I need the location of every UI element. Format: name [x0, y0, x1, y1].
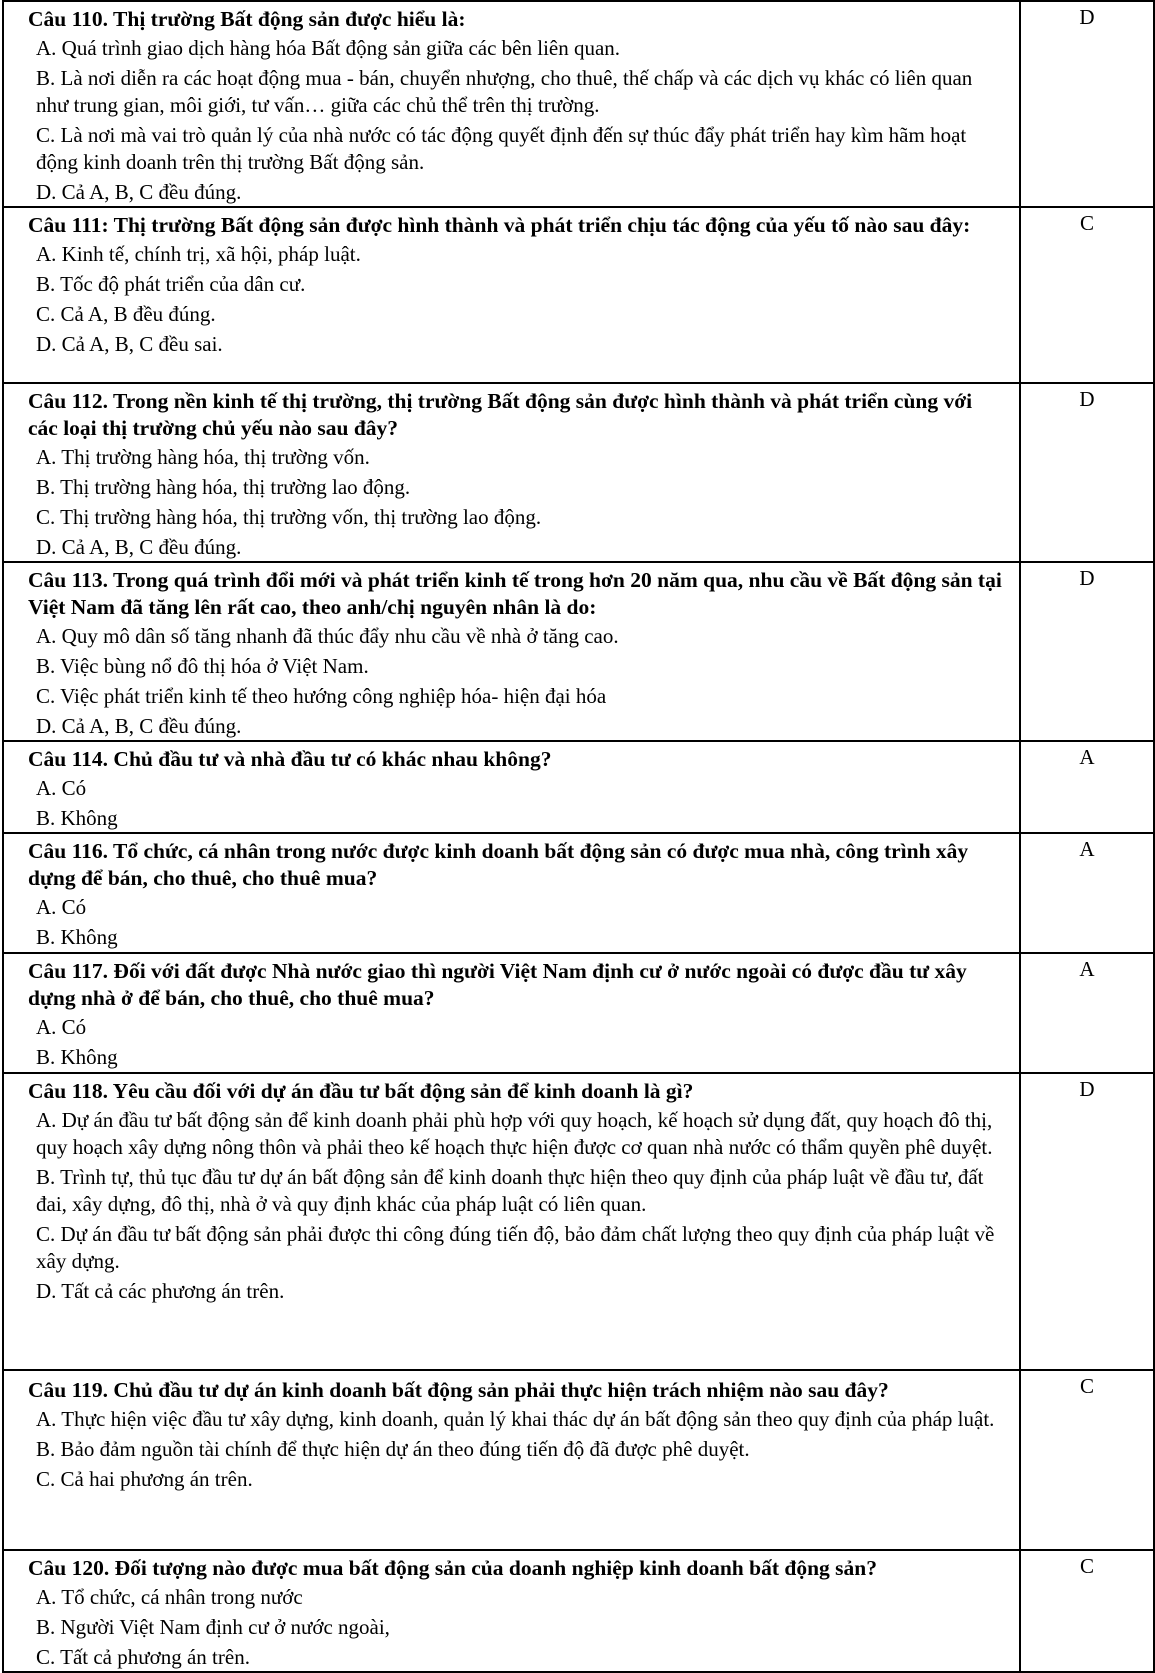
question-row [3, 953, 1154, 1073]
question-row [3, 1, 1154, 207]
option-b: B. Không [36, 925, 118, 949]
question-cell [3, 741, 1020, 833]
question-row [3, 383, 1154, 562]
option-a: A. Kinh tế, chính trị, xã hội, pháp luật. [36, 242, 361, 266]
answer-cell [1020, 953, 1154, 1073]
question-row [3, 741, 1154, 833]
answer-cell [1020, 383, 1154, 562]
answer-key: A [1079, 745, 1095, 769]
option-c: C. Cả A, B đều đúng. [36, 302, 216, 326]
option-a: A. Quá trình giao dịch hàng hóa Bất động sản giữa các bên liên quan. [36, 36, 621, 60]
answer-key: D [1079, 566, 1095, 590]
option-b: B. Bảo đảm nguồn tài chính để thực hiện dự án theo đúng tiến độ đã được phê duyệt. [36, 1437, 750, 1461]
option-b: B. Trình tự, thủ tục đầu tư dự án bất động sản để kinh doanh thực hiện theo quy định của pháp luật về đầu tư, đất đai, xây dựng, đô thị, nhà ở và quy định khác của pháp luật có liên quan. [36, 1165, 984, 1216]
answer-cell [1020, 1370, 1154, 1550]
question-row [3, 1370, 1154, 1550]
question-title: Câu 110. Thị trường Bất động sản được hiểu là: [28, 7, 466, 31]
question-title: Câu 111: Thị trường Bất động sản được hình thành và phát triển chịu tác động của yếu tố nào sau đây: [28, 213, 971, 237]
answer-cell [1020, 741, 1154, 833]
question-title: Câu 117. Đối với đất được Nhà nước giao thì người Việt Nam định cư ở nước ngoài có được đầu tư xây dựng nhà ở để bán, cho thuê, cho thuê mua? [28, 959, 967, 1010]
option-d: D. Cả A, B, C đều đúng. [36, 714, 242, 738]
option-c: C. Cả hai phương án trên. [36, 1467, 253, 1491]
answer-cell [1020, 1073, 1154, 1370]
option-d: D. Cả A, B, C đều đúng. [36, 535, 242, 559]
question-row [3, 1073, 1154, 1370]
answer-cell [1020, 207, 1154, 383]
question-row [3, 207, 1154, 383]
question-title: Câu 116. Tổ chức, cá nhân trong nước được kinh doanh bất động sản có được mua nhà, công trình xây dựng để bán, cho thuê, cho thuê mua? [28, 839, 969, 890]
question-cell [3, 383, 1020, 562]
question-cell [3, 207, 1020, 383]
question-cell [3, 1, 1020, 207]
question-row [3, 833, 1154, 953]
option-c: C. Dự án đầu tư bất động sản phải được thi công đúng tiến độ, bảo đảm chất lượng theo quy định của pháp luật về xây dựng. [36, 1222, 995, 1273]
option-a: A. Quy mô dân số tăng nhanh đã thúc đẩy nhu cầu về nhà ở tăng cao. [36, 624, 619, 648]
question-cell [3, 833, 1020, 953]
question-title: Câu 120. Đối tượng nào được mua bất động sản của doanh nghiệp kinh doanh bất động sản? [28, 1556, 877, 1580]
question-cell [3, 1370, 1020, 1550]
answer-cell [1020, 1550, 1154, 1672]
question-cell [3, 562, 1020, 741]
option-b: B. Không [36, 1045, 118, 1069]
option-a: A. Tổ chức, cá nhân trong nước [36, 1585, 303, 1609]
option-c: C. Thị trường hàng hóa, thị trường vốn, thị trường lao động. [36, 505, 542, 529]
answer-cell [1020, 833, 1154, 953]
option-a: A. Có [36, 895, 87, 919]
answer-cell [1020, 562, 1154, 741]
option-b: B. Thị trường hàng hóa, thị trường lao động. [36, 475, 411, 499]
option-b: B. Việc bùng nổ đô thị hóa ở Việt Nam. [36, 654, 369, 678]
option-b: B. Tốc độ phát triển của dân cư. [36, 272, 306, 296]
question-row [3, 1550, 1154, 1672]
option-c: C. Là nơi mà vai trò quản lý của nhà nước có tác động quyết định đến sự thúc đẩy phát triển hay kìm hãm hoạt động kinh doanh trên thị trường Bất động sản. [36, 123, 967, 174]
option-d: D. Cả A, B, C đều đúng. [36, 180, 242, 204]
option-b: B. Không [36, 806, 118, 830]
question-title: Câu 118. Yêu cầu đối với dự án đầu tư bất động sản để kinh doanh là gì? [28, 1079, 694, 1103]
option-c: C. Việc phát triển kinh tế theo hướng công nghiệp hóa- hiện đại hóa [36, 684, 607, 708]
option-c: C. Tất cả phương án trên. [36, 1645, 250, 1669]
answer-key: A [1079, 837, 1095, 861]
answer-cell [1020, 1, 1154, 207]
question-cell [3, 1550, 1020, 1672]
option-b: B. Là nơi diễn ra các hoạt động mua - bán, chuyển nhượng, cho thuê, thế chấp và các dịch vụ khác có liên quan như trung gian, môi giới, tư vấn… giữa các chủ thể trên thị trường. [36, 66, 973, 117]
option-b: B. Người Việt Nam định cư ở nước ngoài, [36, 1615, 390, 1639]
option-a: A. Có [36, 1015, 87, 1039]
question-cell [3, 953, 1020, 1073]
option-d: D. Tất cả các phương án trên. [36, 1279, 285, 1303]
answer-key: D [1079, 5, 1095, 29]
question-title: Câu 119. Chủ đầu tư dự án kinh doanh bất động sản phải thực hiện trách nhiệm nào sau đây? [28, 1378, 889, 1402]
option-a: A. Thị trường hàng hóa, thị trường vốn. [36, 445, 370, 469]
question-title: Câu 114. Chủ đầu tư và nhà đầu tư có khác nhau không? [28, 747, 552, 771]
answer-key: C [1079, 1374, 1094, 1398]
answer-key: D [1079, 387, 1095, 411]
question-table [2, 0, 1155, 1673]
option-d: D. Cả A, B, C đều sai. [36, 332, 223, 356]
option-a: A. Thực hiện việc đầu tư xây dựng, kinh doanh, quản lý khai thác dự án bất động sản theo quy định của pháp luật. [36, 1407, 995, 1431]
question-cell [3, 1073, 1020, 1370]
answer-key: C [1079, 1554, 1094, 1578]
question-title: Câu 112. Trong nền kinh tế thị trường, thị trường Bất động sản được hình thành và phát triển cùng với các loại thị trường chủ yếu nào sau đây? [28, 389, 973, 440]
option-a: A. Dự án đầu tư bất động sản để kinh doanh phải phù hợp với quy hoạch, kế hoạch sử dụng đất, quy hoạch đô thị, quy hoạch xây dựng nông thôn và phải theo kế hoạch thực hiện được cơ quan nhà nước có thẩm quyền phê duyệt. [36, 1108, 993, 1159]
option-a: A. Có [36, 776, 87, 800]
answer-key: D [1079, 1077, 1095, 1101]
answer-key: C [1079, 211, 1094, 235]
question-row [3, 562, 1154, 741]
answer-key: A [1079, 957, 1095, 981]
question-title: Câu 113. Trong quá trình đổi mới và phát triển kinh tế trong hơn 20 năm qua, nhu cầu về Bất động sản tại Việt Nam đã tăng lên rất cao, theo anh/chị nguyên nhân là do: [28, 568, 1002, 619]
